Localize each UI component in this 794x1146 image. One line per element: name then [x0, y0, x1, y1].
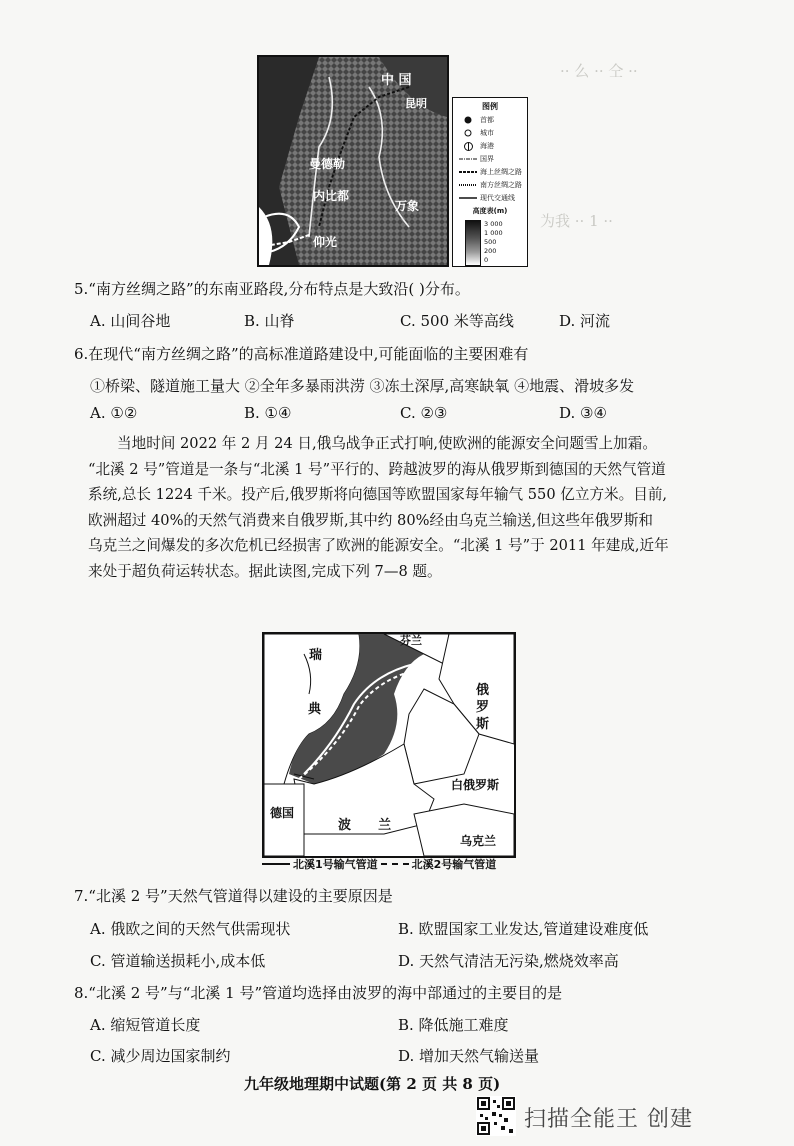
- legend-item: 国界: [480, 155, 494, 163]
- question-5-stem: 5.“南方丝绸之路”的东南亚路段,分布特点是大致沿( )分布。: [74, 280, 470, 298]
- page-footer: 九年级地理期中试题(第 2 页 共 8 页): [244, 1075, 501, 1093]
- passage-line: 欧洲超过 40%的天然气消费来自俄罗斯,其中约 80%经由乌克兰输送,但这些年俄罗斯和: [88, 511, 654, 529]
- label-china: 中 国: [381, 73, 412, 88]
- label-mandalay: 曼德勒: [309, 157, 346, 171]
- pipeline-legend: [262, 856, 524, 872]
- q6-statements: ①桥梁、隧道施工量大 ②全年多暴雨洪涝 ③冻土深厚,高寒缺氧 ④地震、滑坡多发: [90, 377, 635, 395]
- baltic-pipeline-map: [262, 632, 516, 858]
- q8-option-d: D. 增加天然气输送量: [398, 1047, 540, 1065]
- q8-option-b: B. 降低施工难度: [398, 1016, 509, 1034]
- question-7-stem: 7.“北溪 2 号”天然气管道得以建设的主要原因是: [74, 887, 393, 905]
- label-belarus: 白俄罗斯: [451, 778, 500, 792]
- q7-option-b: B. 欧盟国家工业发达,管道建设难度低: [398, 920, 649, 938]
- solid-line-symbol: [262, 863, 290, 865]
- passage-line: 来处于超负荷运转状态。据此读图,完成下列 7—8 题。: [88, 562, 442, 580]
- label-germany: 德国: [270, 806, 295, 820]
- elevation-scale: 3 000 1 000 500 200 0: [465, 220, 527, 266]
- q6-option-a: A. ①②: [90, 404, 138, 422]
- dashed-line-symbol: [381, 863, 409, 865]
- q5-option-c: C. 500 米等高线: [400, 312, 514, 330]
- q6-option-b: B. ①④: [244, 404, 292, 422]
- passage-line: 当地时间 2022 年 2 月 24 日,俄乌战争正式打响,使欧洲的能源安全问题雪上加霜。: [117, 435, 657, 452]
- question-8-stem: 8.“北溪 2 号”与“北溪 1 号”管道均选择由波罗的海中部通过的主要目的是: [74, 984, 563, 1002]
- bleed-through-text: 为我 ·· 1 ··: [540, 212, 613, 230]
- label-finland: 芬兰: [400, 634, 422, 647]
- label-ukraine: 乌克兰: [460, 834, 497, 848]
- q7-option-c: C. 管道输送损耗小,成本低: [90, 952, 266, 970]
- qr-code-icon: [476, 1096, 516, 1136]
- label-kunming: 昆明: [405, 97, 427, 110]
- label-yangon: 仰光: [313, 235, 338, 249]
- q6-option-d: D. ③④: [559, 404, 607, 422]
- q8-option-c: C. 减少周边国家制约: [90, 1047, 231, 1065]
- q8-option-a: A. 缩短管道长度: [90, 1016, 201, 1034]
- legend-item: 海港: [459, 141, 527, 151]
- passage-line: “北溪 2 号”管道是一条与“北溪 1 号”平行的、跨越波罗的海从俄罗斯到德国的天然气管道: [88, 460, 666, 478]
- label-poland: 波 兰: [338, 818, 392, 833]
- label-russia: 俄 罗 斯: [476, 683, 490, 732]
- label-naypyidaw: 内比都: [313, 189, 350, 203]
- passage-line: 系统,总长 1224 千米。投产后,俄罗斯将向德国等欧盟国家每年输气 550 亿立方米。目前,: [88, 486, 668, 504]
- legend-item: 城市: [459, 128, 527, 138]
- legend-title: 图例: [482, 102, 498, 111]
- q5-option-d: D. 河流: [559, 312, 611, 330]
- elevation-title: 高度表(m): [472, 207, 508, 215]
- elevation-bar: [465, 220, 481, 266]
- reading-passage: [88, 431, 713, 585]
- label-sweden-1: 瑞: [309, 648, 323, 663]
- legend-item: 现代交通线: [480, 194, 515, 202]
- legend-nord-stream-2: 北溪2号输气管道: [411, 858, 497, 871]
- scanner-watermark: 扫描全能王 创建: [524, 1107, 693, 1132]
- southeast-asia-relief-map: [257, 55, 449, 267]
- label-sweden-2: 典: [308, 702, 322, 717]
- question-6-stem: 6.在现代“南方丝绸之路”的高标准道路建设中,可能面临的主要困难有: [74, 345, 529, 363]
- q6-option-c: C. ②③: [400, 404, 448, 422]
- legend-item: 首都: [459, 115, 527, 125]
- q5-option-b: B. 山脊: [244, 312, 295, 330]
- legend-item: 海上丝绸之路: [480, 168, 522, 176]
- map-legend: [452, 97, 528, 267]
- passage-line: 乌克兰之间爆发的多次危机已经损害了欧洲的能源安全。“北溪 1 号”于 2011 年建成,近年: [88, 537, 669, 555]
- legend-item: 南方丝绸之路: [480, 181, 522, 189]
- legend-nord-stream-1: 北溪1号输气管道: [293, 858, 378, 871]
- q7-option-d: D. 天然气清洁无污染,燃烧效率高: [398, 952, 619, 970]
- q7-option-a: A. 俄欧之间的天然气供需现状: [90, 920, 291, 938]
- label-vientiane: 万象: [395, 199, 420, 213]
- q5-option-a: A. 山间谷地: [90, 312, 171, 330]
- bleed-through-text: ·· 么 ·· 仝 ··: [560, 62, 638, 80]
